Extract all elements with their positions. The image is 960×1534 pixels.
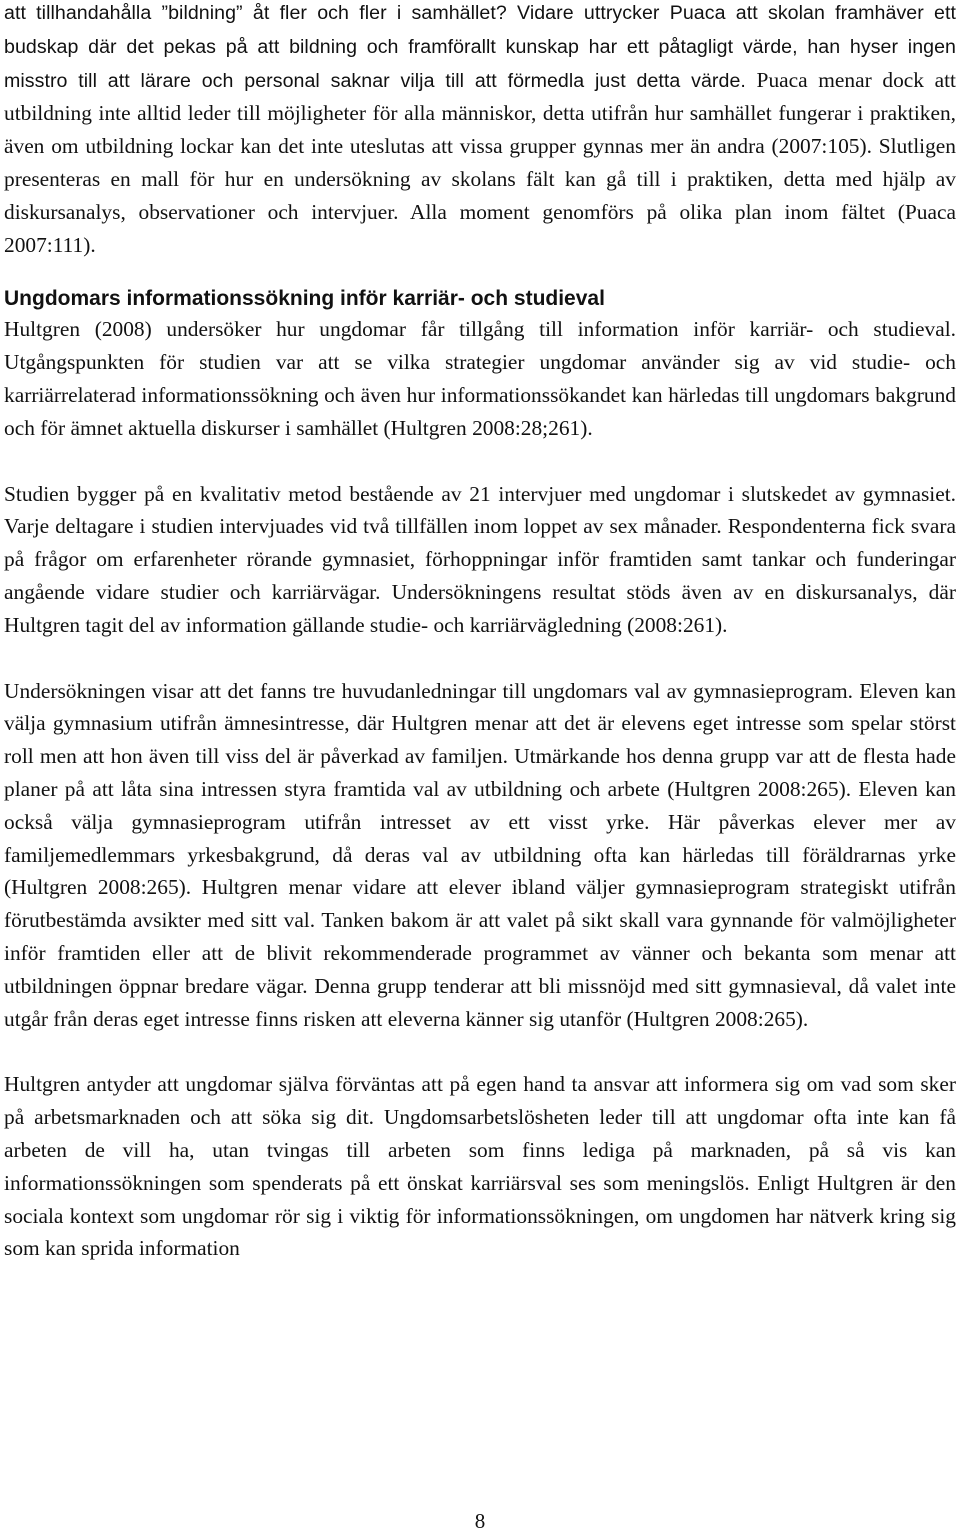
paragraph-method: Studien bygger på en kvalitativ metod bestående av 21 intervjuer med ungdomar i slutskedet av gymnasiet. Varje deltagare i studien intervjuades vid två tillfällen inom loppet av sex månader. Respondenterna fick svara på frågor om erfarenheter rörande gymnasiet, förhoppningar inför framtiden samt tankar och funderingar angående vidare studier och karriärvägar. Undersökningens resultat stöds även av en diskursanalys, där Hultgren tagit del av information gällande studie- och karriärvägledning (2008:261).	[4, 481, 956, 637]
paragraph-puaca-part-serif: Puaca menar dock att utbildning inte alltid leder till möjligheter för alla människor, detta utifrån hur samhället fungerar i praktiken, även om utbildning lockar kan det inte uteslutas att vissa grupper gynnas mer än andra (2007:105). Slutligen presenteras en mall för hur en undersökning av skolans fält kan gå till i praktiken, detta med hjälp av diskursanalys, observationer och intervjuer. Alla moment genomförs på olika plan inom fältet (Puaca 2007:111).	[4, 67, 956, 257]
paragraph-information-seeking: Hultgren antyder att ungdomar själva förväntas att på egen hand ta ansvar att informera sig om vad som sker på arbetsmarknaden och att söka sig dit. Ungdomsarbetslösheten leder till att ungdomar ofta inte kan få arbeten de vill ha, utan tvingas till arbeten som finns lediga på marknaden, på så vis kan informationssökningen som spenderats på ett önskat karriärsval ses som meningslös. Enligt Hultgren är den sociala kontext som ungdomar rör sig i viktig för informationssökningen, om ungdomen har nätverk kring sig som kan sprida information	[4, 1072, 956, 1261]
document-page	[4, 0, 956, 1265]
paragraph-hultgren-intro: Hultgren (2008) undersöker hur ungdomar får tillgång till information inför karriär- och studieval. Utgångspunkten för studien var att se vilka strategier ungdomar använder sig av vid studie- och karriärrelaterad informationssökning och även hur informationssökandet kan härledas till ungdomars bakgrund och för ämnet aktuella diskurser i samhället (Hultgren 2008:28;261).	[4, 317, 956, 440]
page-number: 8	[474, 1509, 486, 1533]
section-heading: Ungdomars informationssökning inför karriär- och studieval	[4, 287, 605, 311]
paragraph-puaca-part-sans: att tillhandahålla ”bildning” åt fler och fler i samhället? Vidare uttrycker Puaca att skolan framhäver ett budskap där det pekas på att bildning och framförallt kunskap har ett påtagligt värde, han hyser ingen misstro till att lärare och personal saknar vilja till att förmedla just detta värde.	[4, 2, 956, 92]
paragraph-results: Undersökningen visar att det fanns tre huvudanledningar till ungdomars val av gymnasieprogram. Eleven kan välja gymnasium utifrån ämnesintresse, där Hultgren menar att det är elevens eget intresse som spelar störst roll men att hon även till viss del är påverkad av familjen. Utmärkande hos denna grupp var att de flesta hade planer på att låta sina intressen styra framtida val av utbildning och arbete (Hultgren 2008:265). Eleven kan också välja gymnasieprogram utifrån intresset av ett visst yrke. Här påverkas elever mer av familjemedlemmars yrkesbakgrund, då deras val av utbildning ofta kan härledas till föräldrarnas yrke (Hultgren 2008:265). Hultgren menar vidare att elever ibland väljer gymnasieprogram strategiskt utifrån förutbestämda avsikter med sitt val. Tanken bakom är att valet på sikt skall vara gynnande för valmöjligheter inför framtiden eller att de blivit rekommenderade programmet av vänner och bekanta som menar att utbildningen öppnar bredare vägar. Denna grupp tenderar att bli missnöjd med sitt gymnasieval, då valet inte utgår från deras eget intresse finns risken att eleverna känner sig utanför (Hultgren 2008:265).	[4, 678, 956, 1031]
paragraph-puaca	[4, 0, 956, 261]
